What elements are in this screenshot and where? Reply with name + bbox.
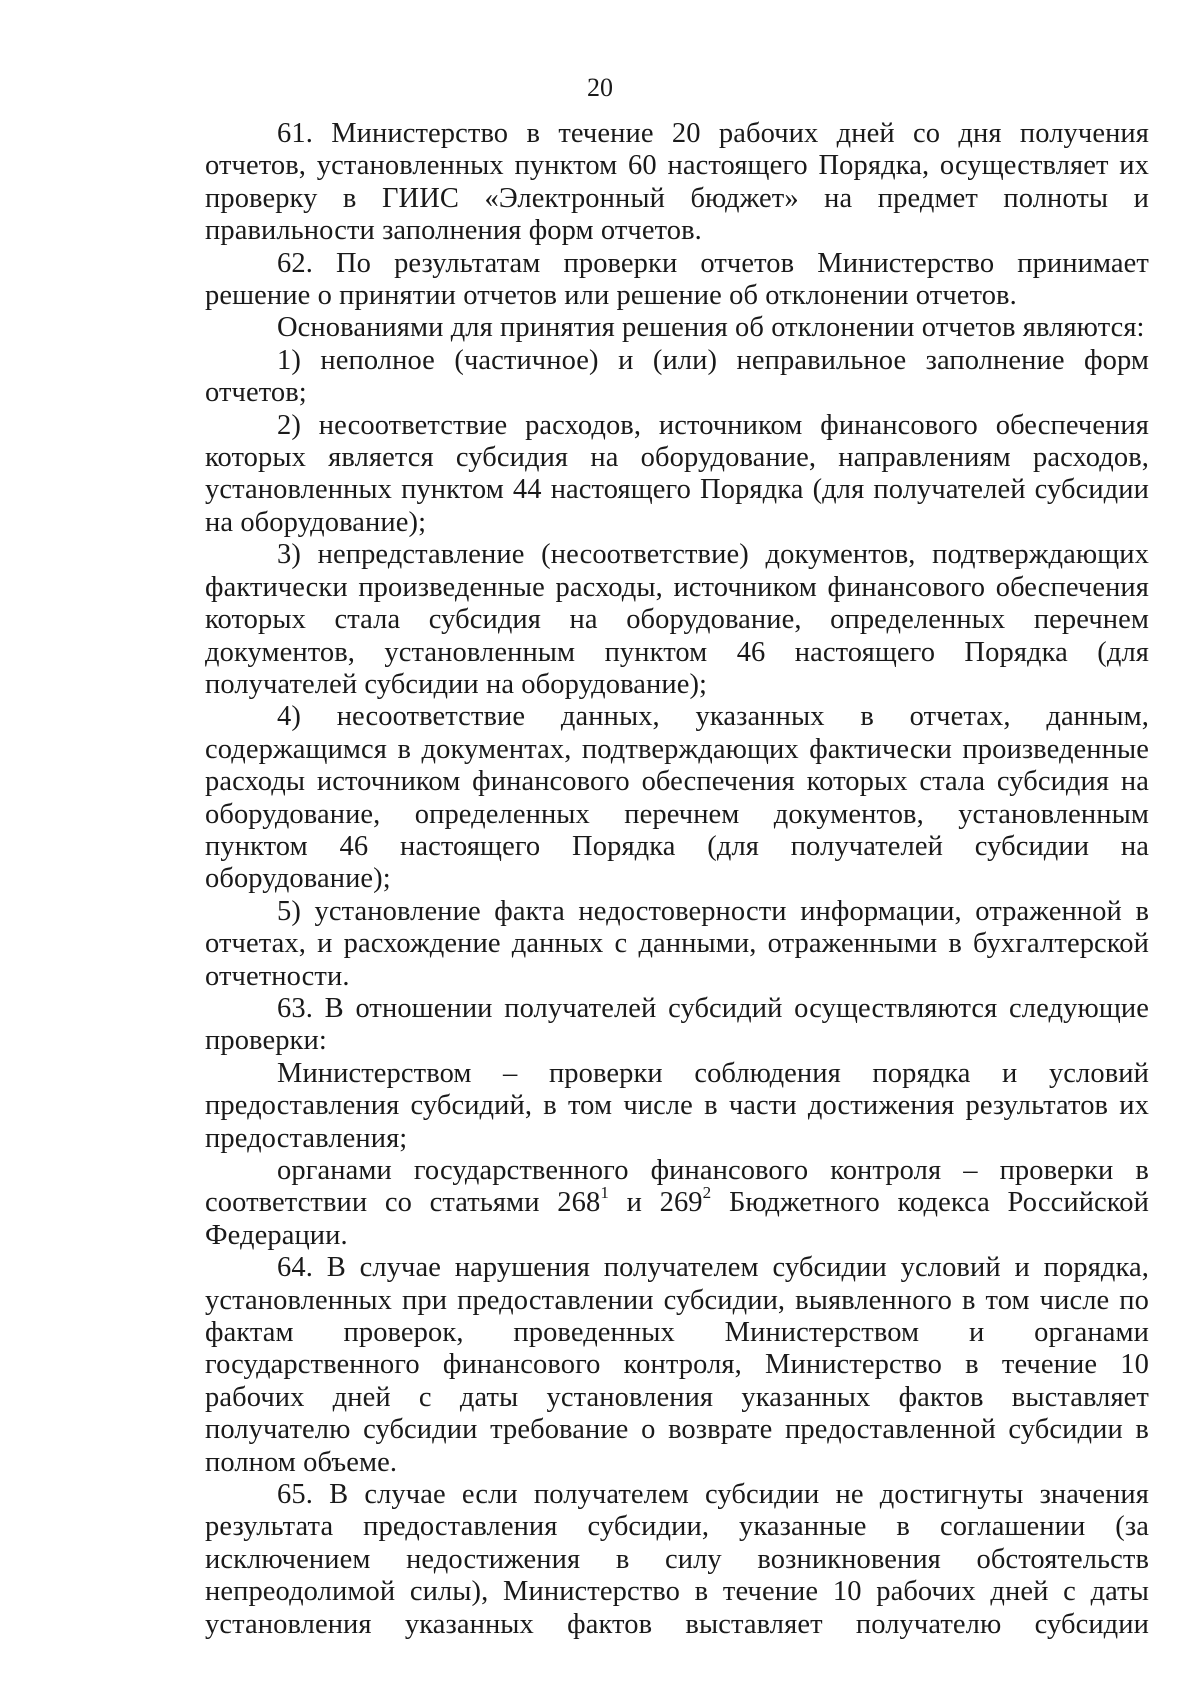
superscript-2: 2 xyxy=(702,1183,712,1203)
financial-control-text-3: Бюджетного кодекса Российской Федерации. xyxy=(205,1187,1150,1251)
paragraph-63: 63. В отношении получателей субсидий осуществляются следующие проверки: xyxy=(205,992,1149,1057)
page-number: 20 xyxy=(587,73,613,102)
superscript-1: 1 xyxy=(600,1183,609,1203)
financial-control-text-1: органами государственного финансового контроля – проверки в соответствии со статьями 268 xyxy=(205,1155,1149,1219)
list-item-5: 5) установление факта недостоверности информации, отраженной в отчетах, и расхождение данных с данными, отраженными в бухгалтерской отчетности. xyxy=(205,895,1149,992)
paragraph-65: 65. В случае если получателем субсидии не достигнуты значения результата предоставления субсидии, указанные в соглашении (за исключением недостижения в силу возникновения обстоятельств непреодолимой силы), Министерство в течение 10 рабочих дней с даты установления указанных фактов выставляет получателю субсидии xyxy=(205,1479,1149,1640)
financial-control-text-2: и 269 xyxy=(608,1187,703,1219)
paragraph-64: 64. В случае нарушения получателем субсидии условий и порядка, установленных при предоставлении субсидии, выявленного в том числе по фактам проверок, проведенных Министерством и органами государственного финансового контроля, Министерство в течение 10 рабочих дней с даты установления указанных фактов выставляет получателю субсидии требование о возврате предоставленной субсидии в полном объеме. xyxy=(205,1252,1149,1478)
paragraph-61: 61. Министерство в течение 20 рабочих дней со дня получения отчетов, установленных пунктом 60 настоящего Порядка, осуществляет их проверку в ГИИС «Электронный бюджет» на предмет полноты и правильности заполнения форм отчетов. xyxy=(205,118,1149,247)
paragraph-financial-control-checks xyxy=(205,1155,1149,1252)
paragraph-grounds-intro: Основаниями для принятия решения об отклонении отчетов являются: xyxy=(277,312,1145,344)
list-item-4: 4) несоответствие данных, указанных в отчетах, данным, содержащимся в документах, подтверждающих фактически произведенные расходы источником финансового обеспечения которых стала субсидия на оборудование, определенных перечнем документов, установленным пунктом 46 настоящего Порядка (для получателей субсидии на оборудование); xyxy=(205,701,1149,895)
list-item-2: 2) несоответствие расходов, источником финансового обеспечения которых является субсидия на оборудование, направлениям расходов, установленных пунктом 44 настоящего Порядка (для получателей субсидии на оборудование); xyxy=(205,409,1149,538)
paragraph-ministry-checks: Министерством – проверки соблюдения порядка и условий предоставления субсидий, в том числе в части достижения результатов их предоставления; xyxy=(205,1057,1149,1154)
document-body xyxy=(205,118,1149,1641)
list-item-1: 1) неполное (частичное) и (или) неправильное заполнение форм отчетов; xyxy=(205,344,1149,409)
paragraph-62: 62. По результатам проверки отчетов Министерство принимает решение о принятии отчетов или решение об отклонении отчетов. xyxy=(205,247,1149,312)
list-item-3: 3) непредставление (несоответствие) документов, подтверждающих фактически произведенные расходы, источником финансового обеспечения которых стала субсидия на оборудование, определенных перечнем документов, установленным пунктом 46 настоящего Порядка (для получателей субсидии на оборудование); xyxy=(205,539,1149,700)
